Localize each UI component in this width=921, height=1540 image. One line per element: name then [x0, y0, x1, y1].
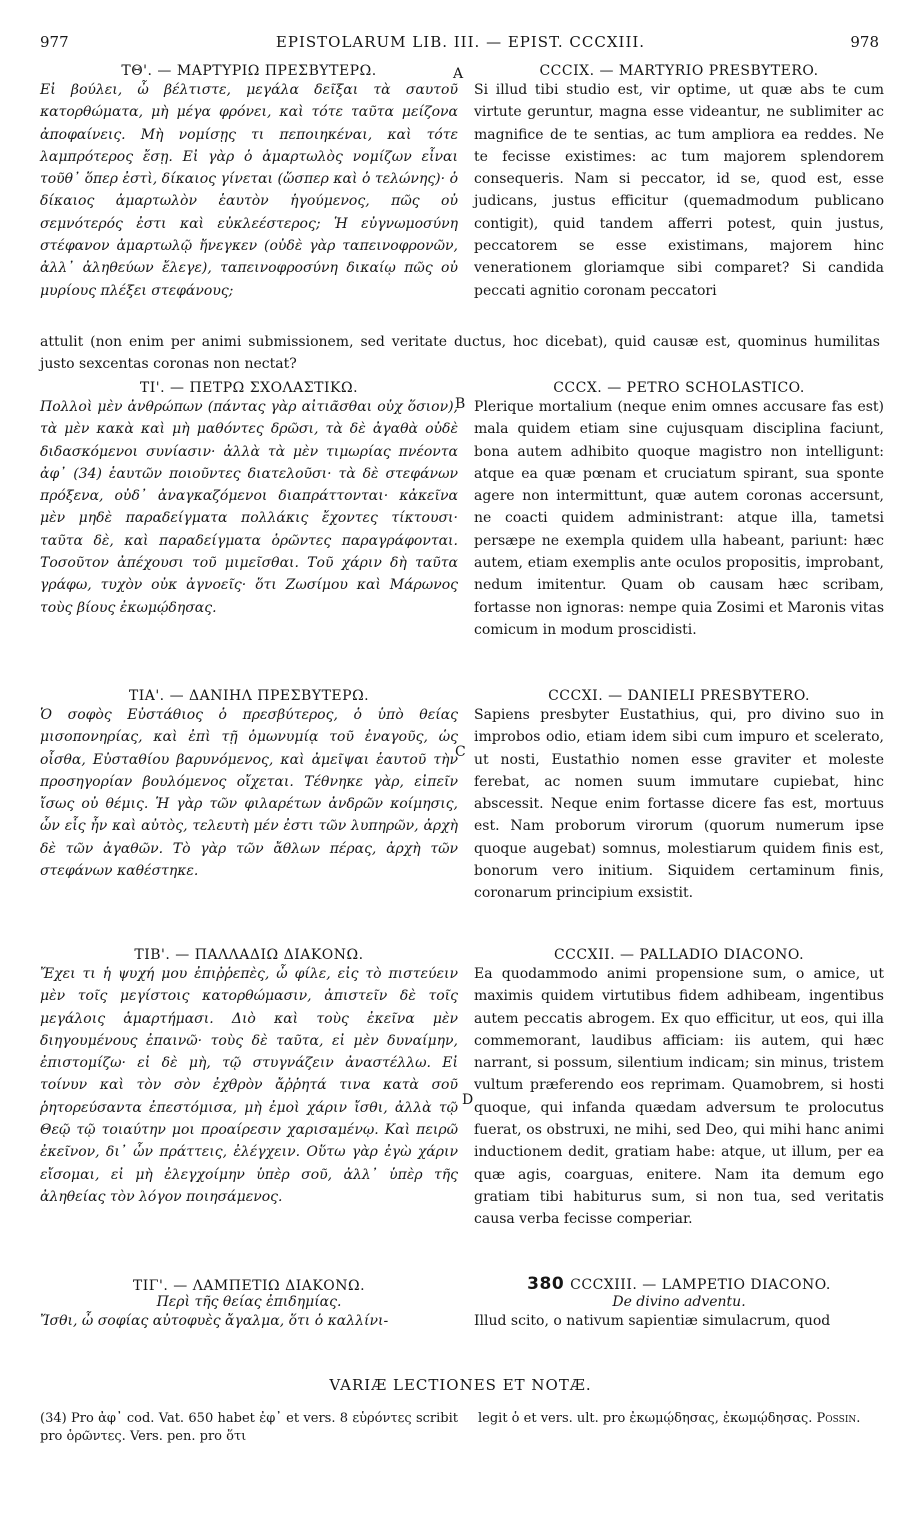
- margin-letter-d: D: [462, 1092, 474, 1108]
- latin-letter-text: Plerique mortalium (neque enim omnes accusare fas est) mala quidem etiam sine cujusquam disciplina faciunt, bona autem adhibito quoque magistro non intelligunt: atque ea quæ pœnam et cruciatum spirant, sua sponte agere non intermittunt, quæ autem coronas accersunt, ne coacti quidem administrant: atque illa, tametsi persæpe ne exempla quidem ulla habeant, pariunt: hæc autem, etiam exemplis ante oculos propositis, improbant, nedum imitentur. Quam ob causam hæc scribam, fortasse non ignoras: nempe quia Zosimi et Maronis vitas comicum in modum proscidisti.: [474, 399, 884, 638]
- page-number-left: 977: [40, 33, 69, 51]
- variae-title: VARIÆ LECTIONES ET NOTÆ.: [329, 1376, 592, 1394]
- greek-letter-313: [40, 1278, 458, 1332]
- latin-letter-title: CCCX. — PETRO SCHOLASTICO.: [553, 380, 805, 396]
- greek-letter-text: Πολλοὶ μὲν ἀνθρώπων (πάντας γὰρ αἰτιᾶσθαι οὐχ ὅσιον), τὰ μὲν κακὰ καὶ μὴ μαθόντες δρῶσι, τὰ δὲ ἀγαθὰ οὐδὲ διδασκόμενοι συνίασιν· ἀλλὰ τὰ μὲν τιμωρίας πνέοντα ἀφ᾽ (34) ἑαυτῶν ποιοῦντες διατελοῦσι· τὰ δὲ στεφάνων πρόξενα, οὐδ᾽ ἀναγκαζόμενοι διαπράττονται· κἀκεῖνα μὲν μηδὲ παραδείγματα πολλάκις ἔχοντες τίκτουσι· ταῦτα δὲ, καὶ παραδείγματα ὁρῶντες παραγράφονται. Τοσοῦτον ἀπέχουσι τοῦ μιμεῖσθαι. Τοῦ χάριν δὴ ταῦτα γράφω, τυχὸν οὐκ ἀγνοεῖς· ὅτι Ζωσίμου καὶ Μάρωνος τοὺς βίους ἐκωμῴδησας.: [40, 399, 458, 616]
- variae-note-right: [478, 1410, 884, 1428]
- margin-letter-c: C: [455, 744, 466, 760]
- greek-letter-title: ΤΙΑ'. — ΔΑΝΙΗΛ ΠΡΕΣΒΥΤΕΡΩ.: [128, 688, 370, 704]
- greek-letter-title: ΤΙΓ'. — ΛΑΜΠΕΤΙΩ ΔΙΑΚΟΝΩ.: [132, 1278, 366, 1294]
- latin-letter-313: [474, 1274, 884, 1332]
- margin-letter-b: B: [455, 396, 466, 412]
- greek-letter-309: [40, 63, 458, 302]
- variae-note-right-text: legit ὁ et vers. ult. pro ἐκωμῴδησας, ἐκωμῴδησας.: [478, 1411, 813, 1426]
- latin-letter-text: Ea quodammodo animi propensione sum, o amice, ut maximis quidem virtutibus fidem adhibeam, ingentibus autem peccatis abrogem. Ex quo efficitur, ut eos, qui illa commemorant, laudibus afficiam: iis autem, qui hæc narrant, si possum, silentium indicam; sin minus, tristem vultum præferendo eos reprimam. Quamobrem, si hosti quoque, qui infanda quædam adversum te prolocutus fuerat, os obstruxi, ne mihi, sed Deo, qui mihi hanc animi inductionem dedit, gratiam habe: atque, ut illum, per ea quæ agis, coarguas, enitere. Nam ita demum ego gratiam tibi habiturus sum, si non tua, sed veritatis causa verba fecisse comperiar.: [474, 966, 884, 1228]
- page-header: [0, 33, 921, 57]
- variae-note-left: (34) Pro ἀφ᾽ cod. Vat. 650 habet ἐφ᾽ et vers. 8 εὑρόντες scribit pro ὁρῶντες. Vers. pen. pro ὅτι: [40, 1411, 458, 1444]
- latin-letter-310: [474, 380, 884, 641]
- latin-letter-title: CCCXI. — DANIELI PRESBYTERO.: [548, 688, 810, 704]
- greek-letter-title: ΤΘ'. — ΜΑΡΤΥΡΙΩ ΠΡΕΣΒΥΤΕΡΩ.: [121, 63, 377, 79]
- greek-letter-title: ΤΙΒ'. — ΠΑΛΛΑΔΙΩ ΔΙΑΚΟΝΩ.: [134, 947, 364, 963]
- page-number-right: 978: [850, 33, 879, 51]
- variae-author: Possin.: [816, 1411, 861, 1426]
- latin-letter-title: CCCXIII. — LAMPETIO DIACONO.: [570, 1277, 831, 1293]
- greek-letter-312: [40, 947, 458, 1208]
- greek-letter-text: Ἔχει τι ἡ ψυχή μου ἐπιῤῥεπὲς, ὦ φίλε, εἰς τὸ πιστεύειν μὲν τοῖς μεγίστοις κατορθώμασιν, ἀπιστεῖν δὲ τοῖς μεγάλοις ἁμαρτήμασι. Διὸ καὶ τοὺς ἐκεῖνα μὲν διηγουμένους ἐπαινῶ· τοὺς δὲ ταῦτα, εἰ μὲν δυναίμην, ἐπιστομίζω· εἰ δὲ μὴ, τῷ στυγνάζειν ἀναστέλλω. Εἰ τοίνυν καὶ τὸν σὸν ἐχθρὸν ἄῤῥητά τινα κατὰ σοῦ ῥητορεύσαντα ἐπεστόμισα, μὴ ἐμοὶ χάριν ἴσθι, ἀλλὰ τῷ Θεῷ τῷ τοιαύτην μοι προαίρεσιν χαρισαμένῳ. Καὶ πειρῶ ἐκεῖνον, δι᾽ ὧν πράττεις, ἐλέγχειν. Οὕτω γὰρ ἐγὼ χάριν εἴσομαι, εἰ μὴ ἐλεγχοίμην ὑπὲρ σοῦ, ἀλλ᾽ ὑπὲρ τῆς ἀληθείας τὸν λόγον ποιησάμενος.: [40, 966, 458, 1205]
- latin-letter-311: [474, 688, 884, 905]
- greek-letter-text: Ἴσθι, ὦ σοφίας αὐτοφυὲς ἄγαλμα, ὅτι ὁ καλλίνι-: [40, 1313, 389, 1329]
- greek-letter-subtitle: Περὶ τῆς θείας ἐπιδημίας.: [156, 1294, 342, 1310]
- greek-letter-text: Ὁ σοφὸς Εὐστάθιος ὁ πρεσβύτερος, ὁ ὑπὸ θείας μισοπονηρίας, καὶ ἐπὶ τῇ ὁμωνυμίᾳ τοῦ ἐναγοῦς, ὡς οἶσθα, Εὐσταθίου βαρυνόμενος, καὶ ἀμεῖψαι ἑαυτοῦ τὴν προσηγορίαν βουλόμενος οἴχεται. Τέθνηκε γὰρ, εἰπεῖν ἴσως οὐ θέμις. Ἡ γὰρ τῶν φιλαρέτων ἀνδρῶν κοίμησις, ὧν εἷς ἦν καὶ αὐτὸς, τελευτὴ μέν ἐστι τῶν λυπηρῶν, ἀρχὴ δὲ τῶν ἀγαθῶν. Τὸ γὰρ τῶν ἄθλων πέρας, ἀρχὴ τῶν στεφάνων καθέστηκε.: [40, 707, 458, 880]
- latin-letter-text: Illud scito, o nativum sapientiæ simulacrum, quod: [474, 1313, 831, 1329]
- latin-letter-title: CCCXII. — PALLADIO DIACONO.: [553, 947, 805, 963]
- latin-letter-text: Si illud tibi studio est, vir optime, ut quæ abs te cum virtute geruntur, magna esse videantur, ne sublimiter ac magnifice de te sentias, ac tum ampliora ea reddes. Ne te fecisse existimes: ac tum majorem splendorem consequeris. Nam si peccator, id se, quod est, esse judicans, justus efficitur (quemadmodum publicano contigit), quid tandem afferri potest, quin justus, peccatorem se esse existimans, majorem hinc venerationem gloriamque sibi comparet? Si candida peccati agnitio coronam peccatori: [474, 82, 884, 299]
- edition-page-number: 380: [527, 1274, 565, 1294]
- greek-letter-310: [40, 380, 458, 619]
- running-title: EPISTOLARUM LIB. III. — EPIST. CCCXIII.: [275, 33, 646, 51]
- full-width-line: attulit (non enim per animi submissionem, sed veritate ductus, hoc dicebat), quid causæ est, quominus humilitas justo sexcentas coronas non nectat?: [40, 334, 880, 373]
- margin-letter-a: A: [453, 66, 464, 82]
- latin-letter-text: Sapiens presbyter Eustathius, qui, pro divino suo in improbos odio, etiam idem sibi cum impuro et scelerato, ut nosti, Eustathio nomen esse graviter et moleste ferebat, ac nomen suum immutare cupiebat, hinc abscessit. Neque enim fortasse dicere fas est, mortuus est. Nam proborum virorum (quorum numerum ipse quoque augebat) somnus, molestiarum quidem finis est, bonorum vero initium. Siquidem certaminum finis, coronarum principium exsistit.: [474, 707, 884, 902]
- latin-letter-309: [474, 63, 884, 302]
- latin-letter-title: CCCIX. — MARTYRIO PRESBYTERO.: [539, 63, 819, 79]
- latin-letter-312: [474, 947, 884, 1231]
- latin-letter-title-row: [474, 1274, 884, 1294]
- greek-letter-title: ΤΙ'. — ΠΕΤΡΩ ΣΧΟΛΑΣΤΙΚΩ.: [139, 380, 359, 396]
- greek-letter-text: Εἰ βούλει, ὦ βέλτιστε, μεγάλα δεῖξαι τὰ σαυτοῦ κατορθώματα, μὴ μέγα φρόνει, καὶ τότε ταῦτα μείζονα ἀποφαίνεις. Μὴ νομίσῃς τι πεποιηκέναι, καὶ τότε λαμπρότερος ἔσῃ. Εἰ γὰρ ὁ ἁμαρτωλὸς νομίζων εἶναι τοῦθ᾽ ὅπερ ἐστὶ, δίκαιος γίνεται (ὥσπερ καὶ ὁ τελώνης)· ὁ δίκαιος ἁμαρτωλὸν ἑαυτὸν ἡγούμενος, πῶς οὐ σεμνότερός ἐστι καὶ εὐκλεέστερος; Ἡ εὐγνωμοσύνη στέφανον ἁμαρτωλῷ ἤνεγκεν (οὐδὲ γὰρ ταπεινοφρονῶν, ἀλλ᾽ ἀληθεύων ἔλεγε), ταπεινοφροσύνη δικαίῳ πῶς οὐ μυρίους πλέξει στεφάνους;: [40, 82, 458, 299]
- latin-letter-subtitle: De divino adventu.: [612, 1294, 746, 1310]
- greek-letter-311: [40, 688, 458, 882]
